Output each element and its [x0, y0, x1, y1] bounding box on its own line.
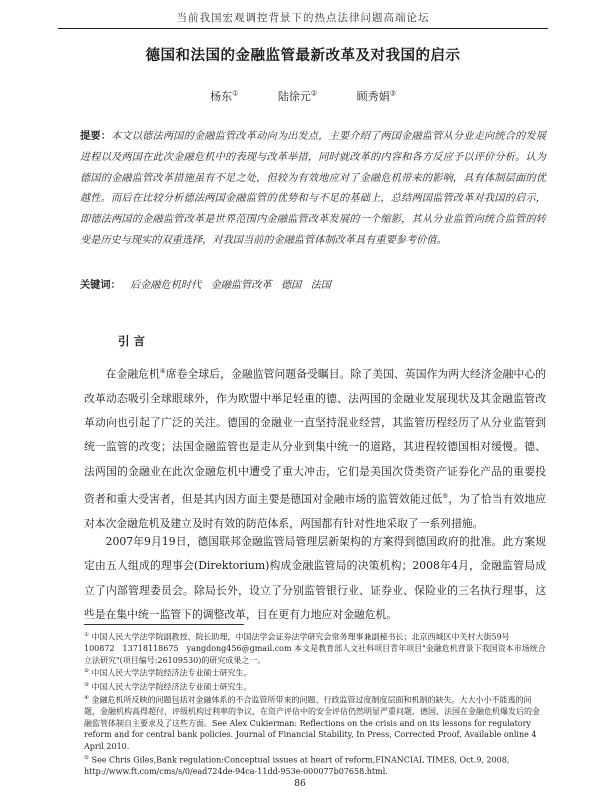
footnote: ① 中国人民大学法学院副教授、院长助理，中国法学会证券法学研究会常务理事兼副秘书长；北京西城区中关村大街59号 100872 13718118675 yangdong456@gmail.com 本文是教育部人文社科项目青年项目"金融危机背景下我国资本市场统合立法研究"(项目编号:26109530)的研究成果之一。 — [84, 632, 546, 665]
paper-title: 德国和法国的金融监管最新改革及对我国的启示 — [145, 48, 461, 64]
abstract-text: 本文以德法两国的金融监管改革动向为出发点，主要介绍了两国金融监管从分业走向统合的发展进程以及两国在此次金融危机中的表现与改革举措，同时就改革的内容和各方反应予以评价分析。认为德国的金融监管改革措施虽有不足之处，但较为有效地应对了金融危机带来的影响，具有体制层面的优越性。而后在比较分析德法两国金融监管的优势和与不足的基础上，总结两国监管改革对我国的启示，即德法两国的金融监管改革是世界范围内金融监管改革发展的一个缩影，其从分业监管向统合监管的转变是历史与现实的双重选择，对我国当前的金融监管体制改革具有重要参考价值。 — [80, 131, 546, 246]
abstract — [80, 126, 546, 252]
footnote: ② 中国人民大学法学院经济法专业硕士研究生。 — [84, 668, 252, 679]
footnote-rule — [84, 624, 244, 625]
footnote: ④ 金融危机所反映的问题包括对金融体系的不合监管所带来的问题、行政监管过度制度层面和机制的缺失。大大小小不能逃的问题，金融机构高得超付，评级机构过利率的争议，在资产评估中的安全评估仍然明显严重问题，德国、法国在金融危机爆发后的金融监管体制自主要求及了这些方面。See Alex Cukierman: Reflections on the crisis and on its lessons for regulatory reform and for central bank policies. Journal of Financial Stability, In Press, Corrected Proof, Available online 4 April 2010. — [84, 694, 540, 751]
author-2: 陆徐元② — [277, 89, 318, 103]
body-paragraph-1: 在金融危机④席卷全球后，金融监管问题备受瞩目。除了美国、英国作为两大经济金融中心的改革动态吸引全球眼球外，作为欧盟中举足轻重的德、法两国的金融业发展现状及其金融监管改革动向也引起了广泛的关注。德国的金融业一直坚持混业经营，其监管历程经历了从分业监管到统一监管的改变；法国金融监管也是走从分业到集中统一的道路，其进程较德国相对缓慢。德、法两国的金融业在此次金融危机中遭受了重大冲击，它们是美国次贷类资产证券化产品的重要投资者和重大受害者，但是其内因方面主要是德国对金融市场的监管效能过低⑤，为了恰当有效地应对本次金融危机及建立及时有效的防范体系，两国都有针对性地采取了一系列措施。 — [84, 367, 547, 530]
keyword-item: 法国 — [310, 280, 331, 291]
author-3: 顾秀娟③ — [356, 89, 396, 103]
author-list — [58, 88, 548, 104]
keyword-item: 德国 — [280, 280, 302, 291]
running-head: 当前我国宏观调控背景下的热点法律问题高端论坛 — [176, 12, 430, 24]
footnote: ⑤ See Chris Giles,Bank regulation:Conceptual issues at heart of reform,FINANCIAL TIMES, Oct.9, 2008, http://www.ft.com/cms/s/0/ead724de-94ca-11dd-953e-000077b07658.html. — [84, 754, 510, 776]
abstract-label: 提要： — [80, 130, 112, 142]
header-rule — [58, 28, 548, 29]
footnotes — [84, 630, 546, 777]
keywords-label: 关键词： — [80, 279, 121, 291]
keywords — [80, 276, 546, 291]
body-paragraph-2: 2007年9月19日，德国联邦金融监管局管理层新架构的方案得到德国政府的批准。此方案规定由五人组成的理事会(Direktorium)构成金融监管局的决策机构；2008年4月，金融监管局成立了内部管理委员会。除局长外，设立了分别监管银行业、证券业、保险业的三名执行理事，这些是在集中统一监管下的调整改革，目在更有力地应对金融危机。 — [84, 535, 546, 621]
author-1: 杨东① — [210, 89, 239, 103]
section-heading-introduction: 引言 — [118, 334, 149, 348]
keyword-item: 金融监管改革 — [210, 280, 272, 291]
page-number: 86 — [294, 779, 306, 789]
keyword-item: 后金融危机时代 — [130, 280, 202, 291]
footnote-ref: ⑤ — [442, 492, 449, 501]
footnote: ③ 中国人民大学法学院经济法专业硕士研究生。 — [84, 681, 252, 692]
footnote-ref: ④ — [159, 367, 166, 375]
